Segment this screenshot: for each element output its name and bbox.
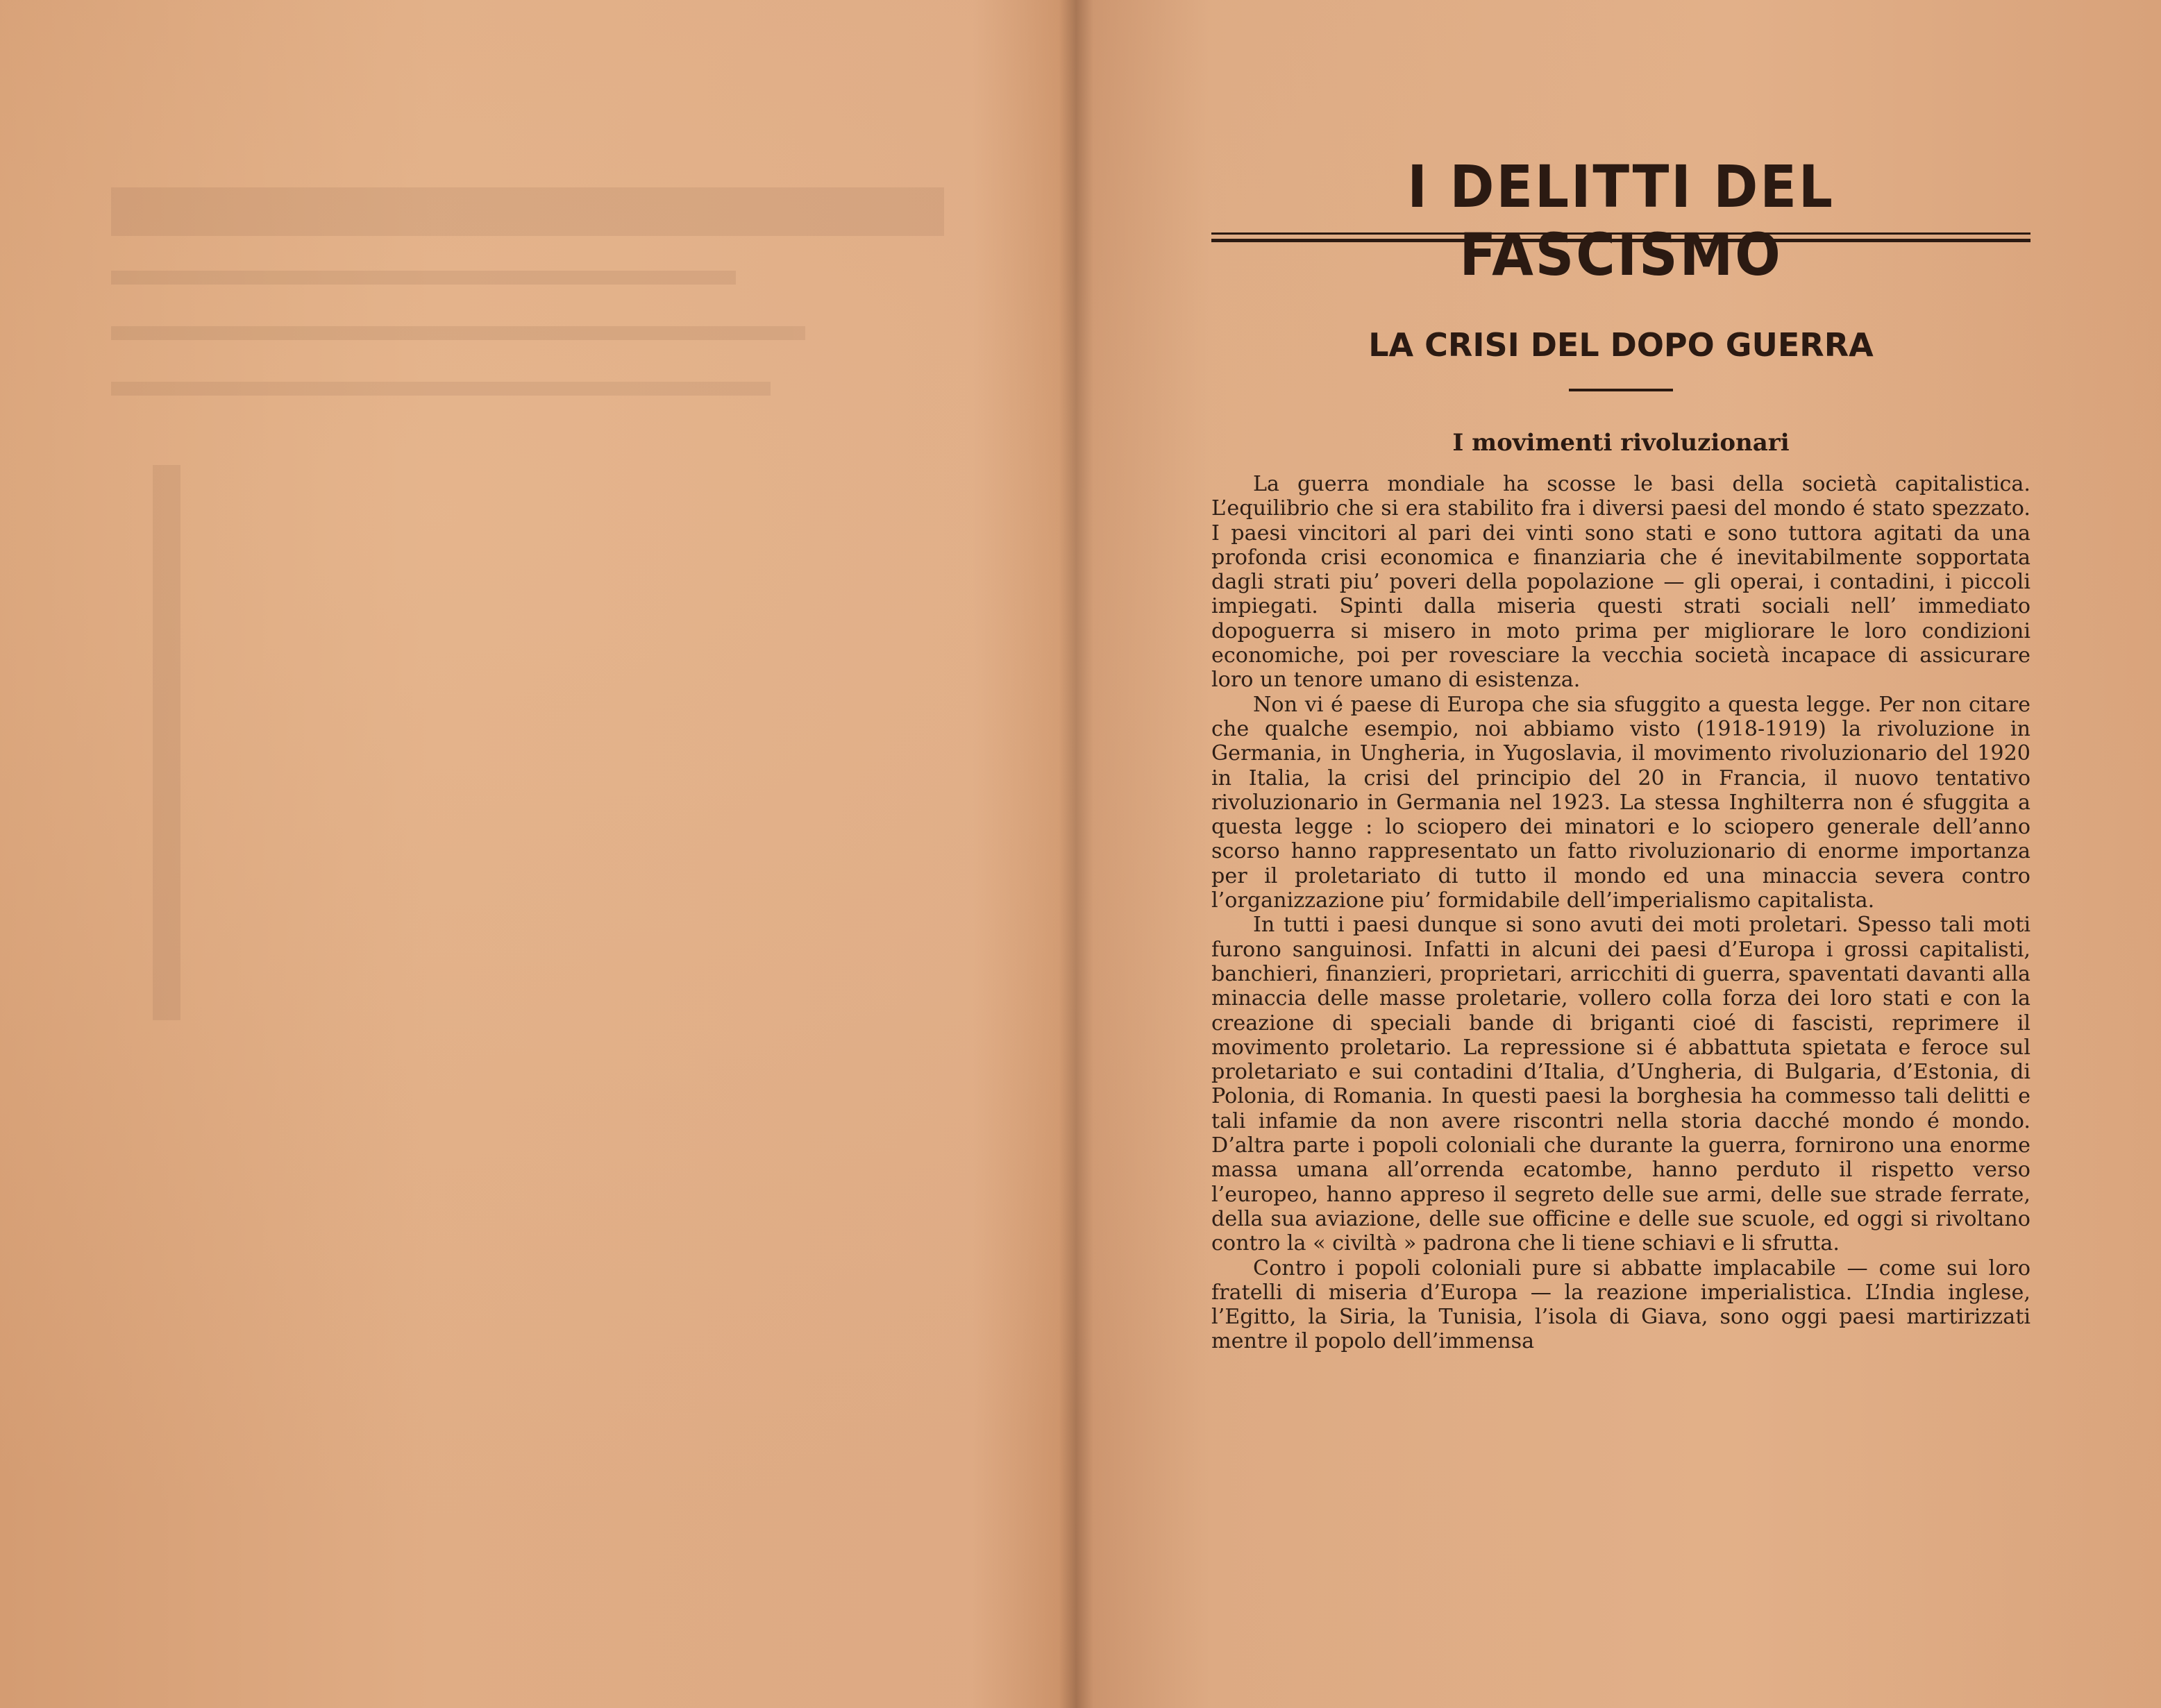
subheading: I movimenti rivoluzionari — [1452, 429, 1790, 457]
right-page — [1211, 153, 2030, 1541]
paragraph-4: Contro i popoli coloniali pure si abbatte implacabile — come sui loro fratelli di miseria d’Europa — la reazione imperialistica. L’India inglese, l’Egitto, la Siria, la Tunisia, l’isola di Giava, sono oggi paesi martirizzati mentre il popolo dell’immensa — [1211, 1255, 2030, 1354]
show-through-left-page — [111, 187, 944, 1020]
paragraph-2: Non vi é paese di Europa che sia sfuggito a questa legge. Per non citare che qualche esempio, noi abbiamo visto (1918-1919) la rivoluzione in Germania, in Ungheria, in Yugoslavia, il movimento rivoluzionario del 1920 in Italia, la crisi del principio del 20 in Francia, il nuovo tentativo rivoluzionario in Germania nel 1923. La stessa Inghilterra non é sfuggita a questa legge : lo sciopero dei minatori e lo sciopero generale dell’anno scorso hanno rappresentato un fatto rivoluzionario di enorme importanza per il proletariato di tutto il mondo ed una minaccia severa contro l’organizzazione piu’ formidabile dell’imperialismo capitalista. — [1211, 692, 2030, 913]
body-text — [1211, 472, 2030, 1354]
paragraph-3: In tutti i paesi dunque si sono avuti dei moti proletari. Spesso tali moti furono sanguinosi. Infatti in alcuni dei paesi d’Europa i grossi capitalisti, banchieri, finanzieri, proprietari, arricchiti di guerra, spaventati davanti alla minaccia delle masse proletarie, vollero colla forza dei loro stati e con la creazione di speciali bande di briganti cioé di fascisti, reprimere il movimento proletario. La repressione si é abbattuta spietata e feroce sul proletariato e sui contadini d’Italia, d’Ungheria, di Bulgaria, d’Estonia, di Polonia, di Romania. In questi paesi la borghesia ha commesso tali delitti e tali infamie da non avere riscontri nella storia dacché mondo é mondo. D’altra parte i popoli coloniali che durante la guerra, fornirono una enorme massa umana all’orrenda ecatombe, hanno perduto il rispetto verso l’europeo, hanno appreso il segreto delle sue armi, delle sue strade ferrate, della sua aviazione, delle sue officine e delle sue scuole, ed oggi si rivoltano contro la « civiltà » padrona che li tiene schiavi e li sfrutta. — [1211, 913, 2030, 1256]
title-double-rule — [1211, 232, 2030, 242]
page-title: I DELITTI DEL FASCISMO — [1407, 153, 1835, 289]
section-title: LA CRISI DEL DOPO GUERRA — [1368, 326, 1874, 364]
paragraph-1: La guerra mondiale ha scosse le basi della società capitalistica. L’equilibrio che si era stabilito fra i diversi paesi del mondo é stato spezzato. I paesi vincitori al pari dei vinti sono stati e sono tuttora agitati da una profonda crisi economica e finanziaria che é inevitabilmente sopportata dagli strati piu’ poveri della popolazione — gli operai, i contadini, i piccoli impiegati. Spinti dalla miseria questi strati sociali nell’ immediato dopoguerra si misero in moto prima per migliorare le loro condizioni economiche, poi per rovesciare la vecchia società incapace di assicurare loro un tenore umano di esistenza. — [1211, 472, 2030, 693]
section-divider — [1569, 389, 1673, 391]
